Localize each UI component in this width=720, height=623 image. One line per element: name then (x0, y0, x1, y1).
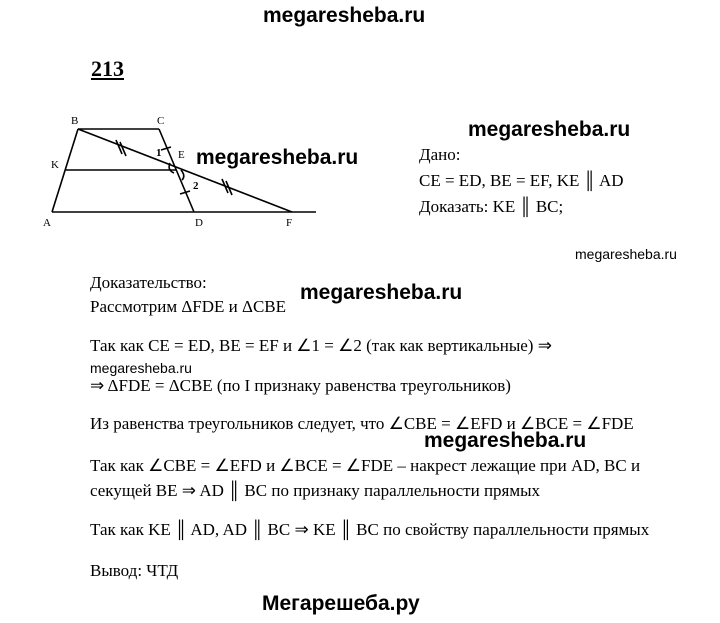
watermark-figure: megaresheba.ru (196, 146, 359, 169)
proof-line-3: ⇒ ΔFDE = ΔCBE (по I признаку равенства треугольников) (90, 376, 511, 395)
watermark-given: megaresheba.ru (468, 118, 631, 141)
point-c-label: C (157, 115, 165, 127)
point-e-label: E (178, 149, 185, 161)
proof-line-7: Так как KE ║ AD, AD ║ BC ⇒ KE ║ BC по свойству параллельности прямых (90, 520, 650, 539)
prove-statement: Доказать: KE ║ BC; (419, 197, 564, 216)
watermark-left: megaresheba.ru (90, 360, 192, 376)
watermark-proof: megaresheba.ru (300, 281, 463, 304)
proof-line-6: секущей BE ⇒ AD ║ BC по признаку параллельности прямых (90, 481, 541, 500)
watermark-top: megaresheba.ru (263, 4, 426, 27)
watermark-middle: megaresheba.ru (424, 429, 587, 452)
conclusion: Вывод: ЧТД (90, 561, 179, 580)
point-b-label: B (71, 115, 79, 127)
proof-line-5: Так как ∠CBE = ∠EFD и ∠BCE = ∠FDE – накрест лежащие при AD, BC и (90, 456, 641, 475)
angle-2-label: 2 (193, 180, 199, 192)
point-k-label: K (51, 159, 59, 171)
watermark-bottom: Мегарешеба.ру (262, 592, 420, 615)
watermark-right: megaresheba.ru (575, 246, 677, 262)
problem-number: 213 (91, 56, 124, 81)
proof-line-2: Так как CE = ED, BE = EF и ∠1 = ∠2 (так как вертикальные) ⇒ (90, 336, 552, 355)
point-a-label: A (43, 217, 51, 229)
angle-1-label: 1 (156, 147, 162, 159)
point-d-label: D (195, 217, 203, 229)
proof-line-1: Рассмотрим ΔFDE и ΔCBE (90, 297, 287, 316)
point-f-label: F (286, 217, 293, 229)
proof-line-4: Из равенства треугольников следует, что ∠CBE = ∠EFD и ∠BCE = ∠FDE (90, 414, 634, 433)
proof-title: Доказательство: (90, 273, 207, 292)
given-conditions: CE = ED, BE = EF, KE ║ AD (419, 171, 624, 190)
given-label: Дано: (419, 145, 461, 164)
geometry-figure (36, 112, 336, 232)
